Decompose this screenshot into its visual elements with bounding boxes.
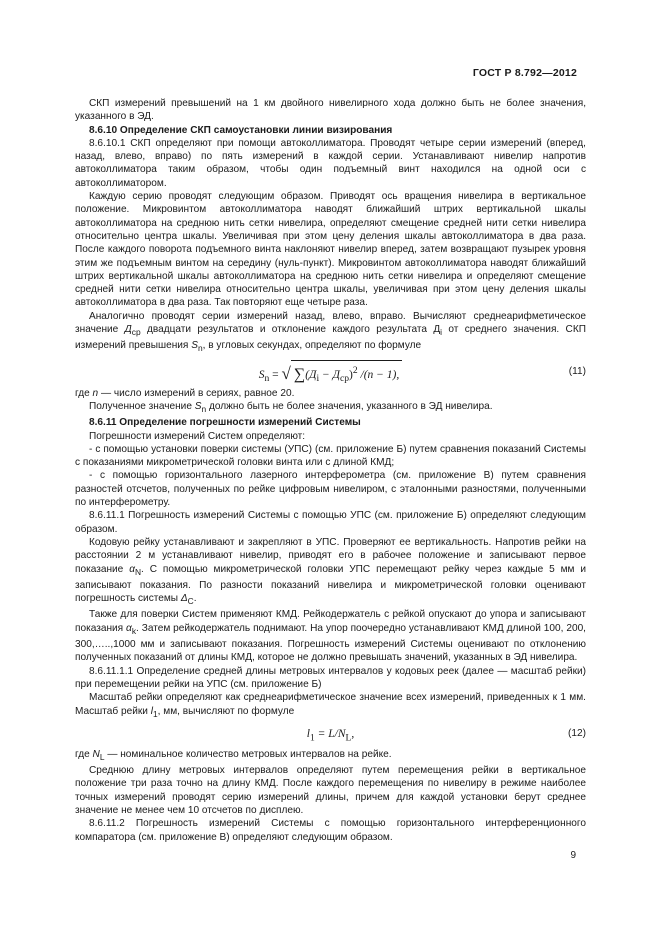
formula-lhs-subscript: 1: [309, 732, 315, 744]
radicand-part: − Д: [319, 368, 340, 381]
subscript-cp: ср: [131, 327, 141, 338]
text-run: , мм, вычисляют по формуле: [157, 705, 295, 717]
symbol-n: N: [92, 748, 100, 760]
paragraph-8-6-10-1: 8.6.10.1 СКП определяют при помощи автоколлиматора. Проводят четыре серии измерений (вперед, назад, влево, вправо) по пять измерений в каждой серии. Устанавливают нивелир напротив автоколлиматора таким образом, чтобы один подъемный винт находился на одной оси с автоколлиматором.: [75, 137, 586, 189]
formula-11-expression: [75, 360, 586, 391]
subscript-1: 1: [152, 708, 158, 719]
formula-12-expression: [75, 726, 586, 746]
equation-number-11: (11): [568, 365, 586, 377]
subscript-l: L: [99, 751, 105, 762]
section-heading-8-6-10: 8.6.10 Определение СКП самоустановки линии визирования: [89, 124, 393, 136]
text-run: , в угловых секундах, определяют по формуле: [202, 340, 422, 352]
text-run: Кодовую рейку устанавливают и закрепляют в УПС. Проверяют ее вертикальность. Напротив рейки на расстоянии 2 м устанавливают нивелир, приводят его в рабочее положение и записывают первое показание: [75, 536, 586, 575]
symbol-d: Д: [124, 324, 132, 336]
list-item-laser: - с помощью горизонтального лазерного интерферометра (см. приложение В) путем сравнения разностей отсчетов, полученных по рейке цифровым нивелиром, с эталонными разностями, полученными по интерферометру.: [75, 470, 586, 509]
section-heading-8-6-11: 8.6.11 Определение погрешности измерений Системы: [89, 417, 361, 429]
radicand: [291, 360, 402, 388]
formula-11: [75, 360, 586, 386]
text-run: двадцати результатов и отклонение каждого результата Д: [140, 324, 441, 336]
subscript-n: n: [201, 403, 207, 414]
paragraph-8-6-11-1-1: 8.6.11.1.1 Определение средней длины метровых интервалов у кодовых реек (далее — масштаб рейки) при перемещении рейки на УПС (см. приложение Б): [75, 665, 586, 690]
symbol-l: l: [150, 705, 153, 717]
text-run: должно быть не более значения, указанного в ЭД нивелира.: [206, 400, 493, 412]
formula-rhs-subscript: L: [345, 732, 352, 744]
radicand-part: /(n − 1),: [357, 368, 400, 381]
square-root-icon: √: [281, 363, 291, 383]
text-run: Полученное значение: [89, 400, 195, 412]
paragraph-8-6-11-1: 8.6.11.1 Погрешность измерений Системы с помощью УПС (см. приложение Б) определяют следующим образом.: [75, 510, 586, 535]
paragraph-8-6-11-2: 8.6.11.2 Погрешность измерений Системы с помощью горизонтального интерференционного компаратора (см. приложение В) определяют следующим образом.: [75, 818, 586, 843]
text-run: — число измерений в сериях, равное 20.: [98, 387, 295, 399]
subscript-c: С: [187, 596, 194, 607]
paragraph-error-intro: Погрешности измерений Систем определяют:: [89, 430, 306, 442]
symbol-n: n: [92, 387, 99, 399]
formula-lhs: S: [258, 368, 265, 381]
subscript-i: i: [440, 327, 443, 338]
paragraph-skp-elevation: СКП измерений превышений на 1 км двойного нивелирного хода должно быть не более значения, указанного в ЭД.: [75, 98, 586, 123]
text-run: . Затем рейкодержатель поднимают. На упор поочередно устанавливают КМД длиной 100, 200, 300,…..,1000 мм и записывают показания. Погрешность измерений Системы оценивают по отклонению полученных показаний от длины КМД, которое не должно превышать значений, указанных в ЭД нивелира.: [75, 622, 586, 664]
document-body: [75, 97, 586, 844]
paragraph-series-procedure: Каждую серию проводят следующим образом. Приводят ось вращения нивелира в вертикальное положение. Микровинтом автоколлиматора наводят ближайший штрих вертикальной шкалы автоколлиматора на среднюю нить сетки нивелира, определяют смещение средней нити сетки нивелира относительно центра шкалы. Увеличивая при этом цену деления шкалы автоколлиматора в два раза. После каждого поворота подъемного винта наклоняют нивелир вперед, затем возвращают пузырек уровня этим же подъемным винтом на середину (нуль-пункт). Микровинтом автоколлиматора наводят ближайший штрих вертикальной шкалы автоколлиматора на среднюю нить сетки нивелира и определяют смещение средней нити сетки нивелира относительно центра шкалы, увеличивая при этом цену деления шкалы автоколлиматора в два раза. Так повторяют еще четыре раза.: [75, 191, 586, 309]
paragraph-average-length: Среднюю длину метровых интервалов определяют путем перемещения рейки в вертикальное положение три раза точно на длину КМД. После каждого перемещения по нивелиру в режиме наиболее точных измерений проводят серию измерений длины, причем для каждой установки берут среднее значение не менее чем 10 отсчетов по дисплею.: [75, 765, 586, 817]
radicand-part: (Д: [305, 368, 317, 381]
text-run: . С помощью микрометрической головки УПС перемещают рейку через каждые 5 мм и записывают показания. По разности показаний нивелира и микрометрической головки оценивают погрешность системы: [75, 563, 586, 605]
formula-rhs-end: ,: [351, 727, 355, 740]
text-run: где: [75, 748, 93, 760]
paragraph-rod-scale: [75, 691, 586, 721]
subscript-k: k: [131, 625, 137, 636]
text-run: — номинальное количество метровых интервалов на рейке.: [104, 748, 392, 760]
radicand-superscript: 2: [352, 364, 358, 376]
formula-12: [75, 726, 586, 744]
paragraph-result-sn: [75, 400, 586, 416]
symbol-alpha: α: [126, 622, 132, 634]
paragraph-analog-series: [75, 310, 586, 356]
page-number: 9: [570, 850, 576, 861]
text-run: .: [193, 593, 197, 605]
radicand-subscript-i: i: [316, 372, 320, 384]
symbol-s: S: [194, 400, 202, 412]
list-item-upc: - с помощью установки поверки системы (УПС) (см. приложение Б) путем сравнения показаний Системы с показаниями микрометрической головки винта или с длиной КМД;: [75, 443, 586, 469]
radicand-subscript-cp: ср: [339, 372, 349, 384]
document-header: ГОСТ Р 8.792—2012: [472, 67, 577, 79]
symbol-s: S: [191, 340, 198, 352]
paragraph-where-nl: [75, 748, 586, 764]
text-run: Также для поверки Систем применяют КМД. Рейкодержатель с рейкой опускают до упора и записывают показания: [75, 609, 586, 634]
paragraph-code-rod: [75, 536, 586, 609]
symbol-delta: Δ: [180, 593, 188, 605]
formula-rhs: = L/N: [314, 727, 346, 740]
text-run: где: [75, 387, 93, 399]
formula-lhs-subscript: n: [264, 372, 270, 384]
symbol-alpha: α: [129, 563, 135, 575]
sum-icon: ∑: [293, 365, 306, 383]
subscript-n: N: [134, 566, 142, 577]
paragraph-kmd: [75, 608, 586, 664]
radicand-part: ): [348, 368, 353, 381]
equation-number-12: (12): [568, 727, 586, 739]
text-run: Масштаб рейки определяют как среднеарифметическое значение всех измерений, приведенных к 1 мм. Масштаб рейки: [75, 692, 586, 717]
formula-lhs: l: [306, 727, 310, 740]
text-run: от среднего значения. СКП измерений превышения: [75, 324, 586, 352]
subscript-n: n: [197, 343, 203, 354]
equals-sign: =: [269, 368, 282, 381]
text-run: Аналогично проводят серии измерений назад, влево, вправо. Вычисляют среднеарифметическое значение: [75, 310, 586, 336]
